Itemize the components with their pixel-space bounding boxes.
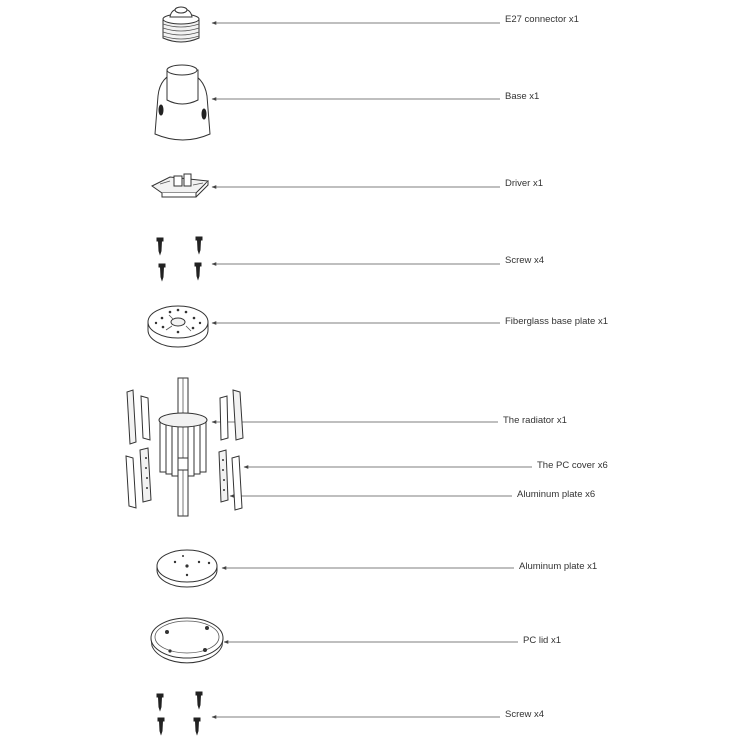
label-screw-bottom: Screw x4 (505, 709, 545, 720)
label-driver: Driver x1 (505, 178, 544, 189)
screws-bottom-drawing (157, 692, 202, 734)
base-drawing (155, 65, 210, 140)
label-pc-lid: PC lid x1 (523, 635, 562, 646)
radiator-drawing (126, 378, 243, 516)
label-screw-top: Screw x4 (505, 255, 545, 266)
leader-lines (212, 23, 532, 717)
label-aluminum-plate-six: Aluminum plate x6 (517, 489, 596, 500)
label-aluminum-plate-one: Aluminum plate x1 (519, 561, 598, 572)
label-pc-cover: The PC cover x6 (537, 460, 608, 471)
label-fiberglass-base-plate: Fiberglass base plate x1 (505, 316, 608, 327)
pc-lid-drawing (151, 618, 223, 663)
label-e27-connector: E27 connector x1 (505, 14, 579, 25)
aluminum-plate-drawing (157, 550, 217, 587)
driver-drawing (152, 174, 208, 197)
label-radiator: The radiator x1 (503, 415, 567, 426)
label-base: Base x1 (505, 91, 540, 102)
e27-connector-drawing (163, 7, 199, 42)
screws-top-drawing (157, 237, 202, 280)
fiberglass-plate-drawing (148, 306, 208, 347)
